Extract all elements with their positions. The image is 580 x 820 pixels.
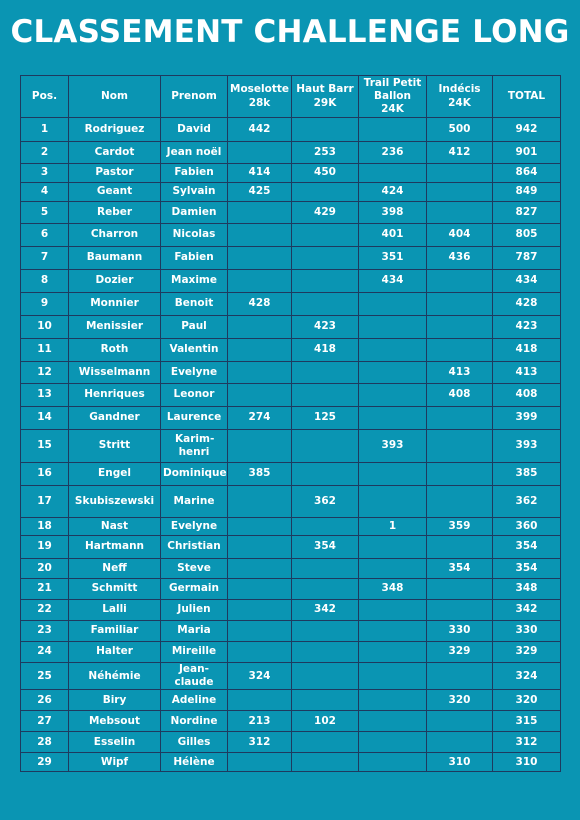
cell-haut-barr	[292, 579, 359, 600]
cell-indecis	[427, 183, 493, 202]
cell-indecis	[427, 600, 493, 621]
cell-trail-petit-ballon: 351	[359, 247, 427, 270]
cell-total: 827	[493, 202, 561, 224]
cell-total: 348	[493, 579, 561, 600]
cell-indecis	[427, 536, 493, 559]
cell-indecis: 329	[427, 642, 493, 663]
cell-prenom: Adeline	[161, 690, 228, 711]
cell-moselotte: 324	[228, 663, 292, 690]
cell-total: 413	[493, 362, 561, 384]
cell-haut-barr	[292, 690, 359, 711]
cell-trail-petit-ballon	[359, 642, 427, 663]
cell-indecis: 354	[427, 559, 493, 579]
table-row	[21, 202, 561, 224]
cell-nom: Reber	[69, 202, 161, 224]
cell-pos: 3	[21, 164, 69, 183]
cell-total: 864	[493, 164, 561, 183]
cell-pos: 18	[21, 518, 69, 536]
table-row	[21, 621, 561, 642]
cell-nom: Geant	[69, 183, 161, 202]
cell-nom: Baumann	[69, 247, 161, 270]
cell-prenom: Valentin	[161, 339, 228, 362]
table-row	[21, 183, 561, 202]
cell-moselotte: 213	[228, 711, 292, 732]
cell-prenom: Germain	[161, 579, 228, 600]
cell-trail-petit-ballon	[359, 293, 427, 316]
cell-nom: Néhémie	[69, 663, 161, 690]
cell-pos: 28	[21, 732, 69, 753]
cell-total: 385	[493, 463, 561, 486]
table-row	[21, 463, 561, 486]
cell-nom: Wipf	[69, 753, 161, 772]
cell-indecis	[427, 202, 493, 224]
table-row	[21, 486, 561, 518]
cell-nom: Hartmann	[69, 536, 161, 559]
cell-total: 428	[493, 293, 561, 316]
cell-moselotte: 442	[228, 118, 292, 142]
cell-haut-barr	[292, 247, 359, 270]
cell-indecis: 320	[427, 690, 493, 711]
cell-indecis	[427, 430, 493, 463]
cell-indecis	[427, 711, 493, 732]
cell-trail-petit-ballon	[359, 118, 427, 142]
cell-nom: Henriques	[69, 384, 161, 407]
cell-nom: Engel	[69, 463, 161, 486]
cell-indecis: 404	[427, 224, 493, 247]
cell-indecis: 408	[427, 384, 493, 407]
cell-prenom: Sylvain	[161, 183, 228, 202]
cell-trail-petit-ballon	[359, 559, 427, 579]
cell-prenom: Paul	[161, 316, 228, 339]
cell-moselotte: 428	[228, 293, 292, 316]
cell-total: 399	[493, 407, 561, 430]
cell-moselotte	[228, 753, 292, 772]
cell-haut-barr	[292, 621, 359, 642]
cell-nom: Familiar	[69, 621, 161, 642]
cell-nom: Charron	[69, 224, 161, 247]
cell-total: 423	[493, 316, 561, 339]
cell-total: 805	[493, 224, 561, 247]
cell-total: 315	[493, 711, 561, 732]
cell-total: 787	[493, 247, 561, 270]
cell-trail-petit-ballon	[359, 690, 427, 711]
cell-haut-barr	[292, 118, 359, 142]
cell-trail-petit-ballon	[359, 486, 427, 518]
cell-indecis: 330	[427, 621, 493, 642]
cell-pos: 10	[21, 316, 69, 339]
table-row	[21, 384, 561, 407]
cell-trail-petit-ballon	[359, 536, 427, 559]
cell-trail-petit-ballon	[359, 164, 427, 183]
cell-trail-petit-ballon: 398	[359, 202, 427, 224]
cell-prenom: Fabien	[161, 164, 228, 183]
cell-haut-barr	[292, 518, 359, 536]
table-row	[21, 430, 561, 463]
cell-trail-petit-ballon	[359, 711, 427, 732]
cell-pos: 13	[21, 384, 69, 407]
cell-nom: Lalli	[69, 600, 161, 621]
cell-pos: 11	[21, 339, 69, 362]
cell-pos: 24	[21, 642, 69, 663]
table-row	[21, 142, 561, 164]
cell-nom: Biry	[69, 690, 161, 711]
cell-pos: 20	[21, 559, 69, 579]
cell-trail-petit-ballon: 434	[359, 270, 427, 293]
cell-total: 901	[493, 142, 561, 164]
cell-trail-petit-ballon: 1	[359, 518, 427, 536]
cell-moselotte: 312	[228, 732, 292, 753]
cell-trail-petit-ballon: 401	[359, 224, 427, 247]
cell-moselotte	[228, 579, 292, 600]
cell-pos: 27	[21, 711, 69, 732]
page-title: CLASSEMENT CHALLENGE LONG	[10, 14, 570, 50]
cell-haut-barr	[292, 559, 359, 579]
cell-moselotte	[228, 339, 292, 362]
cell-prenom: Evelyne	[161, 518, 228, 536]
cell-indecis: 310	[427, 753, 493, 772]
cell-trail-petit-ballon	[359, 316, 427, 339]
table-row	[21, 362, 561, 384]
cell-haut-barr	[292, 663, 359, 690]
cell-pos: 21	[21, 579, 69, 600]
cell-pos: 15	[21, 430, 69, 463]
cell-moselotte	[228, 316, 292, 339]
cell-trail-petit-ballon	[359, 362, 427, 384]
cell-trail-petit-ballon: 393	[359, 430, 427, 463]
cell-total: 418	[493, 339, 561, 362]
header-moselotte: Moselotte 28k	[228, 76, 292, 118]
cell-indecis	[427, 732, 493, 753]
cell-moselotte	[228, 270, 292, 293]
cell-nom: Wisselmann	[69, 362, 161, 384]
cell-haut-barr: 450	[292, 164, 359, 183]
cell-haut-barr	[292, 463, 359, 486]
cell-pos: 14	[21, 407, 69, 430]
cell-prenom: Laurence	[161, 407, 228, 430]
cell-pos: 16	[21, 463, 69, 486]
cell-moselotte	[228, 621, 292, 642]
cell-haut-barr	[292, 183, 359, 202]
cell-pos: 6	[21, 224, 69, 247]
cell-nom: Skubiszewski	[69, 486, 161, 518]
cell-prenom: Leonor	[161, 384, 228, 407]
cell-haut-barr: 125	[292, 407, 359, 430]
cell-indecis	[427, 293, 493, 316]
table-row	[21, 711, 561, 732]
cell-moselotte: 274	[228, 407, 292, 430]
cell-indecis: 436	[427, 247, 493, 270]
cell-pos: 5	[21, 202, 69, 224]
cell-indecis	[427, 579, 493, 600]
cell-indecis: 359	[427, 518, 493, 536]
header-nom: Nom	[69, 76, 161, 118]
cell-pos: 26	[21, 690, 69, 711]
cell-prenom: Benoit	[161, 293, 228, 316]
cell-pos: 29	[21, 753, 69, 772]
cell-pos: 22	[21, 600, 69, 621]
cell-haut-barr	[292, 362, 359, 384]
cell-total: 320	[493, 690, 561, 711]
cell-nom: Roth	[69, 339, 161, 362]
table-row	[21, 753, 561, 772]
cell-haut-barr: 429	[292, 202, 359, 224]
cell-nom: Esselin	[69, 732, 161, 753]
cell-haut-barr	[292, 753, 359, 772]
table-row	[21, 579, 561, 600]
cell-haut-barr: 253	[292, 142, 359, 164]
cell-indecis: 500	[427, 118, 493, 142]
cell-prenom: Marine	[161, 486, 228, 518]
cell-nom: Nast	[69, 518, 161, 536]
cell-haut-barr	[292, 384, 359, 407]
cell-nom: Halter	[69, 642, 161, 663]
cell-pos: 7	[21, 247, 69, 270]
table-row	[21, 407, 561, 430]
cell-pos: 25	[21, 663, 69, 690]
cell-moselotte	[228, 536, 292, 559]
cell-nom: Dozier	[69, 270, 161, 293]
cell-prenom: Hélène	[161, 753, 228, 772]
cell-total: 324	[493, 663, 561, 690]
table-row	[21, 663, 561, 690]
cell-pos: 2	[21, 142, 69, 164]
ranking-table	[20, 75, 561, 772]
cell-haut-barr	[292, 293, 359, 316]
cell-trail-petit-ballon	[359, 463, 427, 486]
table-row	[21, 518, 561, 536]
cell-prenom: Dominique	[161, 463, 228, 486]
cell-prenom: David	[161, 118, 228, 142]
table-row	[21, 559, 561, 579]
cell-trail-petit-ballon	[359, 339, 427, 362]
cell-pos: 8	[21, 270, 69, 293]
header-pos: Pos.	[21, 76, 69, 118]
cell-trail-petit-ballon	[359, 753, 427, 772]
cell-pos: 12	[21, 362, 69, 384]
cell-haut-barr: 342	[292, 600, 359, 621]
cell-trail-petit-ballon	[359, 407, 427, 430]
cell-prenom: Maria	[161, 621, 228, 642]
cell-nom: Neff	[69, 559, 161, 579]
table-row	[21, 164, 561, 183]
header-total: TOTAL	[493, 76, 561, 118]
cell-moselotte	[228, 600, 292, 621]
cell-prenom: Jean-claude	[161, 663, 228, 690]
table-row	[21, 600, 561, 621]
cell-moselotte: 425	[228, 183, 292, 202]
header-prenom: Prenom	[161, 76, 228, 118]
table-row	[21, 642, 561, 663]
cell-indecis	[427, 316, 493, 339]
table-row	[21, 339, 561, 362]
cell-moselotte	[228, 142, 292, 164]
cell-moselotte	[228, 362, 292, 384]
table-row	[21, 690, 561, 711]
table-row	[21, 316, 561, 339]
table-row	[21, 247, 561, 270]
cell-total: 342	[493, 600, 561, 621]
cell-total: 360	[493, 518, 561, 536]
cell-prenom: Nicolas	[161, 224, 228, 247]
cell-nom: Gandner	[69, 407, 161, 430]
cell-nom: Schmitt	[69, 579, 161, 600]
cell-total: 393	[493, 430, 561, 463]
cell-moselotte	[228, 642, 292, 663]
cell-prenom: Jean noël	[161, 142, 228, 164]
cell-prenom: Maxime	[161, 270, 228, 293]
cell-moselotte: 385	[228, 463, 292, 486]
cell-indecis: 412	[427, 142, 493, 164]
cell-trail-petit-ballon: 348	[359, 579, 427, 600]
cell-moselotte	[228, 202, 292, 224]
cell-pos: 19	[21, 536, 69, 559]
cell-nom: Cardot	[69, 142, 161, 164]
cell-haut-barr: 423	[292, 316, 359, 339]
cell-indecis	[427, 663, 493, 690]
table-row	[21, 224, 561, 247]
cell-prenom: Gilles	[161, 732, 228, 753]
cell-indecis	[427, 486, 493, 518]
cell-total: 310	[493, 753, 561, 772]
cell-total: 330	[493, 621, 561, 642]
cell-haut-barr: 418	[292, 339, 359, 362]
cell-haut-barr: 354	[292, 536, 359, 559]
table-row	[21, 293, 561, 316]
cell-haut-barr: 102	[292, 711, 359, 732]
cell-total: 354	[493, 536, 561, 559]
cell-total: 312	[493, 732, 561, 753]
cell-trail-petit-ballon: 424	[359, 183, 427, 202]
cell-pos: 17	[21, 486, 69, 518]
cell-moselotte	[228, 559, 292, 579]
cell-indecis	[427, 407, 493, 430]
cell-haut-barr	[292, 270, 359, 293]
cell-total: 329	[493, 642, 561, 663]
cell-moselotte	[228, 518, 292, 536]
cell-pos: 1	[21, 118, 69, 142]
cell-moselotte	[228, 224, 292, 247]
cell-indecis: 413	[427, 362, 493, 384]
cell-prenom: Christian	[161, 536, 228, 559]
cell-moselotte	[228, 486, 292, 518]
cell-prenom: Fabien	[161, 247, 228, 270]
table-header-row	[21, 76, 561, 118]
cell-nom: Mebsout	[69, 711, 161, 732]
cell-haut-barr: 362	[292, 486, 359, 518]
cell-prenom: Steve	[161, 559, 228, 579]
cell-total: 362	[493, 486, 561, 518]
cell-haut-barr	[292, 224, 359, 247]
cell-trail-petit-ballon	[359, 600, 427, 621]
cell-trail-petit-ballon	[359, 732, 427, 753]
cell-pos: 9	[21, 293, 69, 316]
cell-haut-barr	[292, 642, 359, 663]
cell-indecis	[427, 270, 493, 293]
cell-prenom: Evelyne	[161, 362, 228, 384]
cell-moselotte: 414	[228, 164, 292, 183]
cell-nom: Stritt	[69, 430, 161, 463]
cell-trail-petit-ballon	[359, 663, 427, 690]
cell-moselotte	[228, 247, 292, 270]
header-haut-barr: Haut Barr 29K	[292, 76, 359, 118]
cell-haut-barr	[292, 430, 359, 463]
cell-total: 849	[493, 183, 561, 202]
cell-prenom: Damien	[161, 202, 228, 224]
cell-nom: Monnier	[69, 293, 161, 316]
cell-prenom: Karim-henri	[161, 430, 228, 463]
header-trail-petit-ballon: Trail Petit Ballon 24K	[359, 76, 427, 118]
cell-indecis	[427, 164, 493, 183]
table-row	[21, 732, 561, 753]
cell-trail-petit-ballon	[359, 621, 427, 642]
cell-indecis	[427, 463, 493, 486]
cell-nom: Pastor	[69, 164, 161, 183]
cell-pos: 4	[21, 183, 69, 202]
cell-nom: Rodriguez	[69, 118, 161, 142]
cell-trail-petit-ballon	[359, 384, 427, 407]
cell-nom: Menissier	[69, 316, 161, 339]
cell-total: 408	[493, 384, 561, 407]
table-row	[21, 536, 561, 559]
cell-total: 942	[493, 118, 561, 142]
cell-prenom: Julien	[161, 600, 228, 621]
cell-moselotte	[228, 430, 292, 463]
cell-total: 434	[493, 270, 561, 293]
cell-pos: 23	[21, 621, 69, 642]
cell-haut-barr	[292, 732, 359, 753]
cell-indecis	[427, 339, 493, 362]
cell-prenom: Mireille	[161, 642, 228, 663]
cell-prenom: Nordine	[161, 711, 228, 732]
cell-moselotte	[228, 384, 292, 407]
header-indecis: Indécis 24K	[427, 76, 493, 118]
cell-trail-petit-ballon: 236	[359, 142, 427, 164]
table-row	[21, 270, 561, 293]
table-row	[21, 118, 561, 142]
cell-moselotte	[228, 690, 292, 711]
cell-total: 354	[493, 559, 561, 579]
